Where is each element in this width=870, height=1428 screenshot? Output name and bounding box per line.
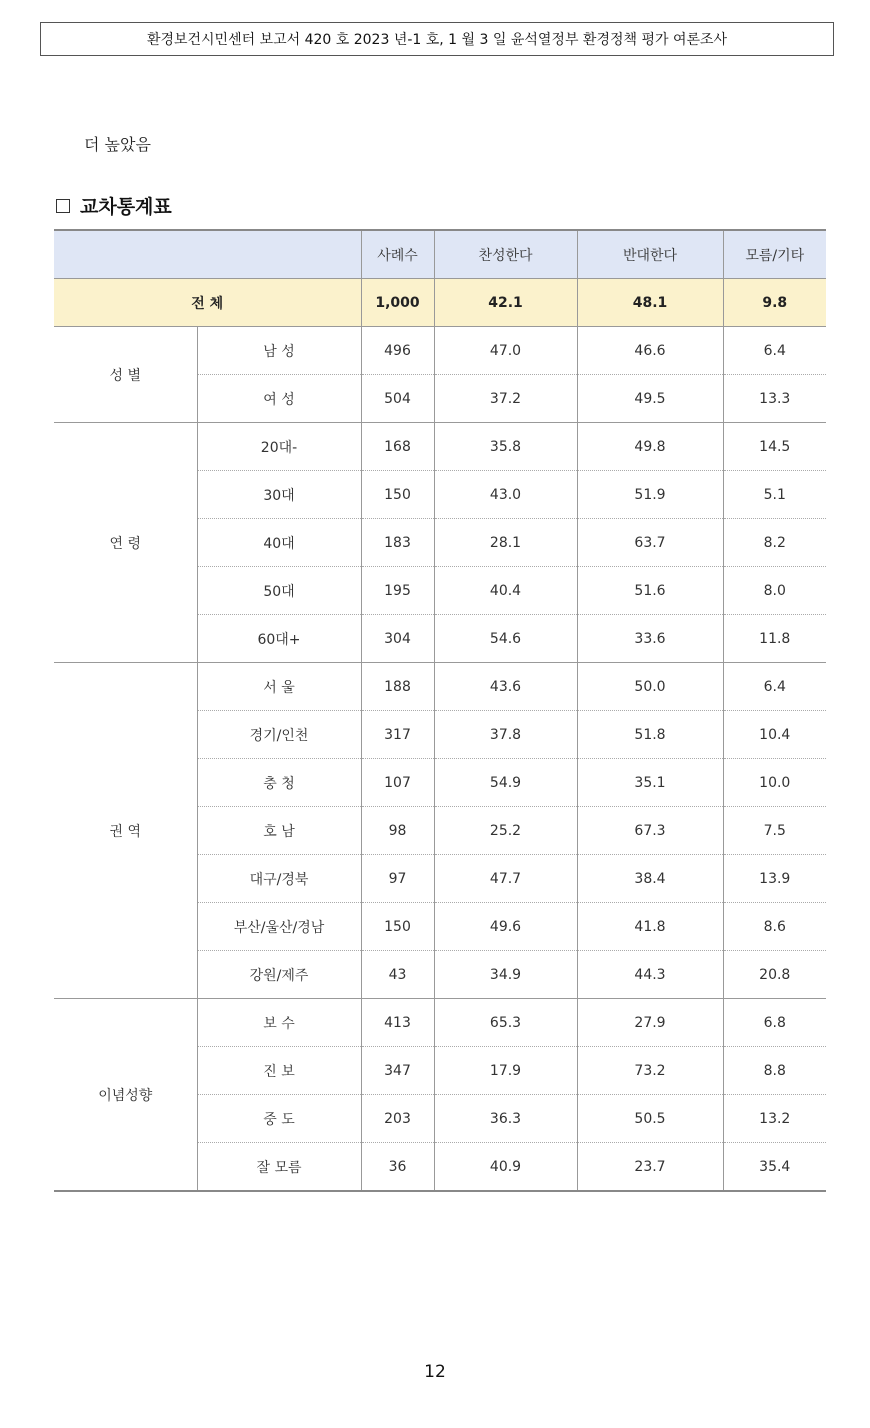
row-label: 서 울 — [197, 663, 361, 711]
cell-no: 51.8 — [577, 711, 723, 759]
cell-n: 150 — [361, 903, 434, 951]
cell-yes: 34.9 — [434, 951, 577, 999]
row-label: 여 성 — [197, 375, 361, 423]
cell-other: 13.3 — [723, 375, 826, 423]
cell-yes: 65.3 — [434, 999, 577, 1047]
cell-other: 8.0 — [723, 567, 826, 615]
group-label: 성 별 — [54, 327, 197, 423]
cell-yes: 54.9 — [434, 759, 577, 807]
row-label: 충 청 — [197, 759, 361, 807]
cell-no: 51.9 — [577, 471, 723, 519]
page-number: 12 — [424, 1362, 446, 1382]
column-header: 반대한다 — [577, 230, 723, 279]
row-label: 30대 — [197, 471, 361, 519]
cell-no: 49.8 — [577, 423, 723, 471]
cell-n: 168 — [361, 423, 434, 471]
total-label: 전 체 — [54, 279, 361, 327]
row-label: 부산/울산/경남 — [197, 903, 361, 951]
cell-yes: 47.0 — [434, 327, 577, 375]
cell-no: 73.2 — [577, 1047, 723, 1095]
cell-other: 11.8 — [723, 615, 826, 663]
cell-n: 43 — [361, 951, 434, 999]
total-no: 48.1 — [577, 279, 723, 327]
cell-other: 13.9 — [723, 855, 826, 903]
cell-no: 46.6 — [577, 327, 723, 375]
cell-n: 347 — [361, 1047, 434, 1095]
cell-no: 67.3 — [577, 807, 723, 855]
row-label: 잘 모름 — [197, 1143, 361, 1192]
column-header: 모름/기타 — [723, 230, 826, 279]
group-label: 이념성향 — [54, 999, 197, 1192]
cell-n: 203 — [361, 1095, 434, 1143]
cell-n: 97 — [361, 855, 434, 903]
cell-no: 50.5 — [577, 1095, 723, 1143]
cell-other: 8.6 — [723, 903, 826, 951]
cell-n: 188 — [361, 663, 434, 711]
row-label: 60대+ — [197, 615, 361, 663]
row-label: 보 수 — [197, 999, 361, 1047]
row-label: 남 성 — [197, 327, 361, 375]
cell-no: 38.4 — [577, 855, 723, 903]
cell-yes: 37.2 — [434, 375, 577, 423]
cell-no: 27.9 — [577, 999, 723, 1047]
cell-other: 35.4 — [723, 1143, 826, 1192]
cell-n: 496 — [361, 327, 434, 375]
cell-n: 413 — [361, 999, 434, 1047]
report-header-text: 환경보건시민센터 보고서 420 호 2023 년-1 호, 1 월 3 일 윤석열정부 환경정책 평가 여론조사 — [146, 32, 728, 48]
column-header: 사례수 — [361, 230, 434, 279]
cell-yes: 43.6 — [434, 663, 577, 711]
cell-no: 41.8 — [577, 903, 723, 951]
cell-other: 14.5 — [723, 423, 826, 471]
table-header-row — [54, 230, 826, 279]
report-header — [40, 22, 834, 56]
header-blank-cell — [54, 230, 361, 279]
cell-other: 10.4 — [723, 711, 826, 759]
table-row — [54, 663, 826, 711]
cell-other: 8.8 — [723, 1047, 826, 1095]
cell-no: 63.7 — [577, 519, 723, 567]
cell-n: 317 — [361, 711, 434, 759]
cell-other: 13.2 — [723, 1095, 826, 1143]
row-label: 호 남 — [197, 807, 361, 855]
cell-yes: 37.8 — [434, 711, 577, 759]
cell-other: 6.4 — [723, 327, 826, 375]
cell-n: 36 — [361, 1143, 434, 1192]
cell-yes: 43.0 — [434, 471, 577, 519]
cell-n: 98 — [361, 807, 434, 855]
total-row — [54, 279, 826, 327]
row-label: 경기/인천 — [197, 711, 361, 759]
checkbox-square-icon — [56, 199, 70, 213]
cell-n: 107 — [361, 759, 434, 807]
section-title-text: 교차통계표 — [80, 196, 172, 218]
cell-n: 304 — [361, 615, 434, 663]
cell-no: 35.1 — [577, 759, 723, 807]
section-heading — [56, 192, 172, 219]
row-label: 50대 — [197, 567, 361, 615]
continued-paragraph: 더 높았음 — [84, 135, 151, 154]
total-yes: 42.1 — [434, 279, 577, 327]
table-row — [54, 999, 826, 1047]
row-label: 진 보 — [197, 1047, 361, 1095]
cell-yes: 49.6 — [434, 903, 577, 951]
cell-other: 8.2 — [723, 519, 826, 567]
cell-other: 20.8 — [723, 951, 826, 999]
cell-n: 150 — [361, 471, 434, 519]
cell-other: 6.4 — [723, 663, 826, 711]
cell-other: 5.1 — [723, 471, 826, 519]
group-label: 연 령 — [54, 423, 197, 663]
cell-no: 51.6 — [577, 567, 723, 615]
cell-no: 49.5 — [577, 375, 723, 423]
total-other: 9.8 — [723, 279, 826, 327]
cell-yes: 36.3 — [434, 1095, 577, 1143]
cell-other: 10.0 — [723, 759, 826, 807]
table-row — [54, 423, 826, 471]
cell-other: 7.5 — [723, 807, 826, 855]
cell-yes: 35.8 — [434, 423, 577, 471]
cell-yes: 28.1 — [434, 519, 577, 567]
cell-yes: 25.2 — [434, 807, 577, 855]
cell-no: 50.0 — [577, 663, 723, 711]
cell-yes: 54.6 — [434, 615, 577, 663]
column-header: 찬성한다 — [434, 230, 577, 279]
cell-n: 504 — [361, 375, 434, 423]
cell-yes: 40.4 — [434, 567, 577, 615]
table-row — [54, 327, 826, 375]
crosstab-table — [54, 229, 826, 1192]
cell-n: 183 — [361, 519, 434, 567]
cell-n: 195 — [361, 567, 434, 615]
row-label: 20대- — [197, 423, 361, 471]
cell-no: 33.6 — [577, 615, 723, 663]
row-label: 강원/제주 — [197, 951, 361, 999]
cell-yes: 47.7 — [434, 855, 577, 903]
group-label: 권 역 — [54, 663, 197, 999]
total-n: 1,000 — [361, 279, 434, 327]
cell-no: 44.3 — [577, 951, 723, 999]
cell-no: 23.7 — [577, 1143, 723, 1192]
row-label: 40대 — [197, 519, 361, 567]
row-label: 중 도 — [197, 1095, 361, 1143]
cell-other: 6.8 — [723, 999, 826, 1047]
row-label: 대구/경북 — [197, 855, 361, 903]
cell-yes: 40.9 — [434, 1143, 577, 1192]
cell-yes: 17.9 — [434, 1047, 577, 1095]
